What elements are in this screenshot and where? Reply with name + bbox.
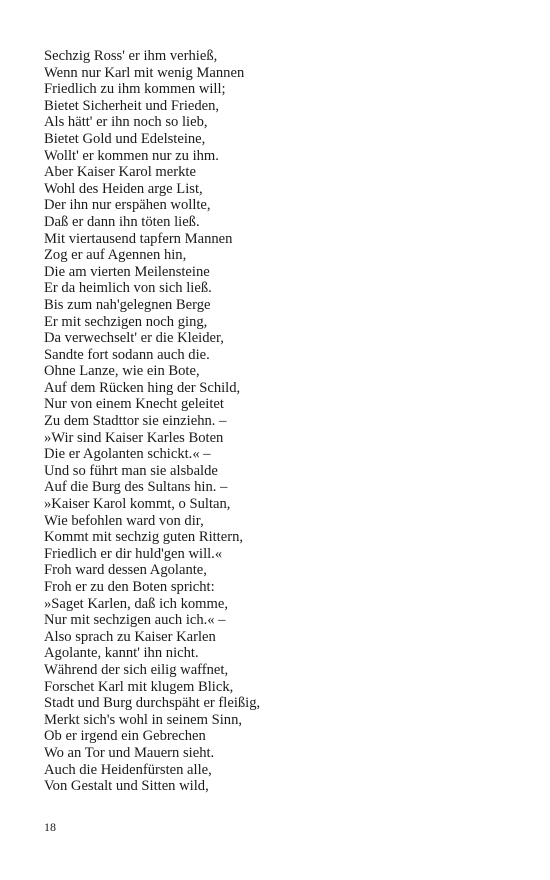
verse-line: Froh ward dessen Agolante,: [44, 562, 207, 579]
verse-line: Er mit sechzigen noch ging,: [44, 313, 208, 330]
verse-line: »Kaiser Karol kommt, o Sultan,: [44, 496, 231, 513]
verse-line: Und so führt man sie alsbalde: [44, 462, 218, 479]
verse-line: Ob er irgend ein Gebrechen: [44, 728, 206, 745]
verse-line: Wie befohlen ward von dir,: [44, 512, 204, 529]
verse-line: Wollt' er kommen nur zu ihm.: [44, 147, 219, 164]
verse-line: Zog er auf Agennen hin,: [44, 247, 187, 264]
verse-line: Die er Agolanten schickt.« –: [44, 446, 211, 463]
verse-line: Die am vierten Meilensteine: [44, 263, 210, 280]
poem-text: [44, 48, 514, 795]
verse-line: Friedlich er dir huld'gen will.«: [44, 545, 223, 562]
verse-line: Mit viertausend tapfern Mannen: [44, 230, 233, 247]
verse-line: Er da heimlich von sich ließ.: [44, 280, 212, 297]
verse-line: Merkt sich's wohl in seinem Sinn,: [44, 711, 243, 728]
verse-line: Nur mit sechzigen auch ich.« –: [44, 612, 226, 629]
verse-line: Nur von einem Knecht geleitet: [44, 396, 224, 413]
verse-line: Von Gestalt und Sitten wild,: [44, 778, 209, 795]
verse-line: Kommt mit sechzig guten Rittern,: [44, 529, 244, 546]
verse-line: Als hätt' er ihn noch so lieb,: [44, 114, 208, 131]
verse-line: Auch die Heidenfürsten alle,: [44, 761, 212, 778]
verse-line: Zu dem Stadttor sie einziehn. –: [44, 413, 227, 430]
verse-line: Daß er dann ihn töten ließ.: [44, 213, 200, 230]
verse-line: Ohne Lanze, wie ein Bote,: [44, 363, 200, 380]
verse-line: Stadt und Burg durchspäht er fleißig,: [44, 695, 261, 712]
verse-line: Friedlich zu ihm kommen will;: [44, 81, 226, 98]
verse-line: Aber Kaiser Karol merkte: [44, 164, 196, 181]
verse-line: Da verwechselt' er die Kleider,: [44, 330, 224, 347]
verse-line: Bietet Gold und Edelsteine,: [44, 130, 206, 147]
verse-line: Bis zum nah'gelegnen Berge: [44, 296, 211, 313]
verse-line: Wenn nur Karl mit wenig Mannen: [44, 64, 245, 81]
verse-line: »Wir sind Kaiser Karles Boten: [44, 429, 224, 446]
verse-line: Froh er zu den Boten spricht:: [44, 579, 215, 595]
verse-line: Auf dem Rücken hing der Schild,: [44, 379, 241, 396]
verse-line: Der ihn nur erspähen wollte,: [44, 197, 211, 214]
verse-line: Auf die Burg des Sultans hin. –: [44, 479, 228, 496]
verse-line: Agolante, kannt' ihn nicht.: [44, 645, 199, 662]
verse-line: Forschet Karl mit klugem Blick,: [44, 678, 234, 695]
page-number: 18: [44, 820, 56, 834]
verse-line: Wohl des Heiden arge List,: [44, 180, 203, 197]
verse-line: Während der sich eilig waffnet,: [44, 661, 229, 678]
verse-line: Wo an Tor und Mauern sieht.: [44, 744, 215, 761]
verse-line: »Saget Karlen, daß ich komme,: [44, 595, 228, 612]
verse-line: Also sprach zu Kaiser Karlen: [44, 628, 216, 645]
verse-line: Bietet Sicherheit und Frieden,: [44, 97, 220, 114]
verse-line: Sandte fort sodann auch die.: [44, 346, 210, 363]
verse-line: Sechzig Ross' er ihm verhieß,: [44, 48, 218, 64]
